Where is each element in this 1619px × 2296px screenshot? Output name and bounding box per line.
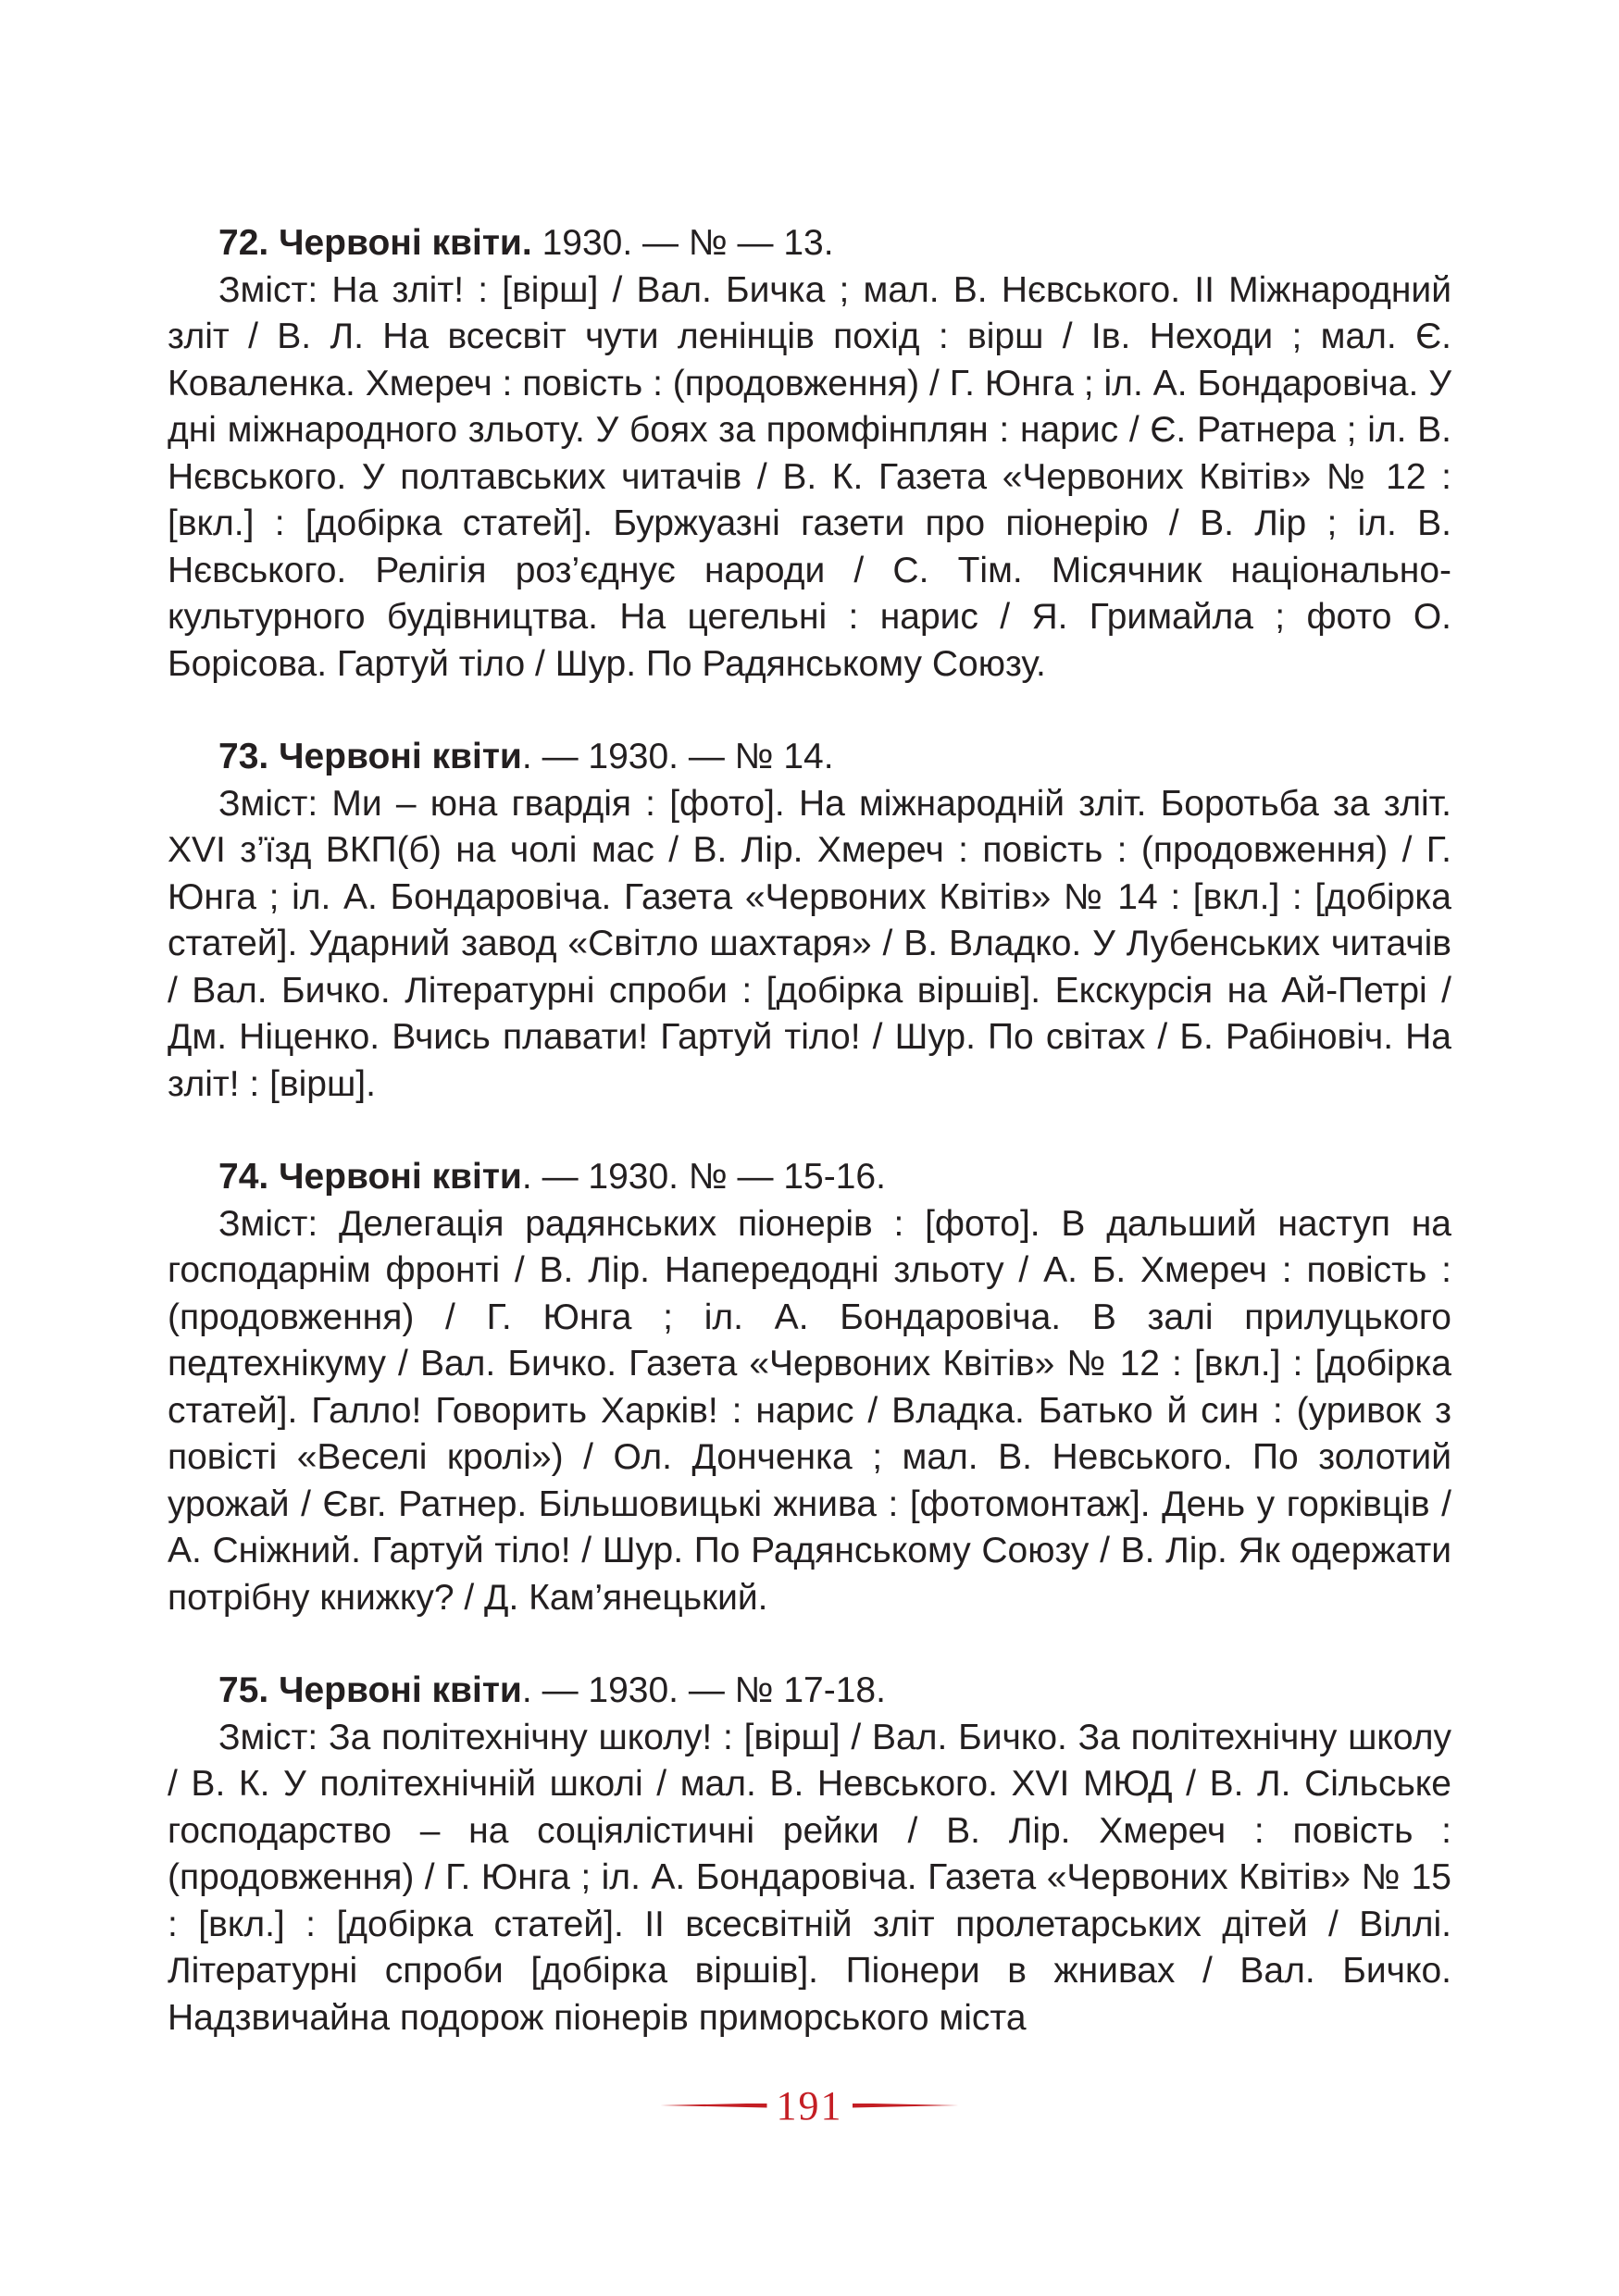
entry-title: Червоні квіти.	[279, 223, 532, 263]
entry-contents: Зміст: Делегація радянських піонерів : [фото]. В дальший наступ на господарнім фронті / В. Лір. Напередодні зльоту / А. Б. Хмереч : повість : (продовження) / Г. Юнга ; іл. А. Бондаровіча. В залі прилуцького педтехнікуму / Вал. Бичко. Газета «Червоних Квітів» № 12 : [вкл.] : [добірка статей]. Галло! Говорить Харків! : нарис / Владка. Батько й син : (уривок з повісті «Веселі кролі») / Ол. Донченка ; мал. В. Невського. По золотий урожай / Євг. Ратнер. Більшовицькі жнива : [фотомонтаж]. День у горківців / А. Сніжний. Гартуй тіло! / Шур. По Радянському Союзу / В. Лір. Як одержати потрібну книжку? / Д. Кам’янецький.	[168, 1203, 1451, 1618]
entry-number: 74.	[218, 1157, 269, 1197]
entry-heading	[168, 220, 1451, 267]
bibliography-entry-74	[168, 1154, 1451, 1621]
entry-meta: . — 1930. № — 15-16.	[521, 1157, 886, 1197]
entry-contents: Зміст: За політехнічну школу! : [вірш] / Вал. Бичко. За політехнічну школу / В. К. У політехнічній школі / мал. В. Невського. XVI МЮД / В. Л. Сільське господарство – на соціялістичні рейки / В. Лір. Хмереч : повість : (продовження) / Г. Юнга ; іл. А. Бондаровіча. Газета «Червоних Квітів» № 15 : [вкл.] : [добірка статей]. II всесвітній зліт пролетарських дітей / Віллі. Літературні спроби [добірка віршів]. Піонери в жнивах / Вал. Бичко. Надзвичайна подорож піонерів приморського міста	[168, 1717, 1451, 2038]
entry-title: Червоні квіти	[279, 1157, 522, 1197]
entry-heading	[168, 1154, 1451, 1201]
entry-contents: Зміст: На зліт! : [вірш] / Вал. Бичка ; мал. В. Нєвського. II Міжнародний зліт / В. Л. На всесвіт чути ленінців похід : вірш / Ів. Неходи ; мал. Є. Коваленка. Хмереч : повість : (продовження) / Г. Юнга ; іл. А. Бондаровіча. У дні міжнародного зльоту. У боях за промфінплян : нарис / Є. Ратнера ; іл. В. Нєвського. У полтавських читачів / В. К. Газета «Червоних Квітів» № 12 : [вкл.] : [добірка статей]. Буржуазні газети про піонерію / В. Лір ; іл. В. Нєвського. Релігія роз’єднує народи / С. Тім. Місячник національно-культурного будівництва. На цегельні : нарис / Я. Гримайла ; фото О. Борісова. Гартуй тіло / Шур. По Радянському Союзу.	[168, 269, 1451, 684]
entry-number: 75.	[218, 1670, 269, 1710]
entry-number: 72.	[218, 223, 269, 263]
bibliography-entry-73	[168, 734, 1451, 1108]
page-footer	[0, 2078, 1619, 2133]
entry-heading	[168, 1668, 1451, 1715]
entry-number: 73.	[218, 737, 269, 776]
entry-title: Червоні квіти	[279, 737, 522, 776]
main-content	[168, 220, 1451, 2088]
entry-title: Червоні квіти	[279, 1670, 522, 1710]
entry-meta: . — 1930. — № 14.	[521, 737, 834, 776]
page-number: 191	[776, 2082, 843, 2128]
entry-heading	[168, 734, 1451, 781]
footer-rule-left	[661, 2104, 767, 2108]
footer-rule-right	[853, 2104, 959, 2108]
bibliography-entry-72	[168, 220, 1451, 688]
entry-meta: . — 1930. — № 17-18.	[521, 1670, 886, 1710]
bibliography-entry-75	[168, 1668, 1451, 2042]
entry-meta: 1930. — № — 13.	[531, 223, 834, 263]
entry-contents: Зміст: Ми – юна гвардія : [фото]. На міжнародній зліт. Боротьба за зліт. XVI з’їзд ВКП(б) на чолі мас / В. Лір. Хмереч : повість : (продовження) / Г. Юнга ; іл. А. Бондаровіча. Газета «Червоних Квітів» № 14 : [вкл.] : [добірка статей]. Ударний завод «Світло шахтаря» / В. Владко. У Лубенських читачів / Вал. Бичко. Літературні спроби : [добірка віршів]. Екскурсія на Ай-Петрі / Дм. Ніценко. Вчись плавати! Гартуй тіло! / Шур. По світах / Б. Рабіновіч. На зліт! : [вірш].	[168, 783, 1451, 1104]
